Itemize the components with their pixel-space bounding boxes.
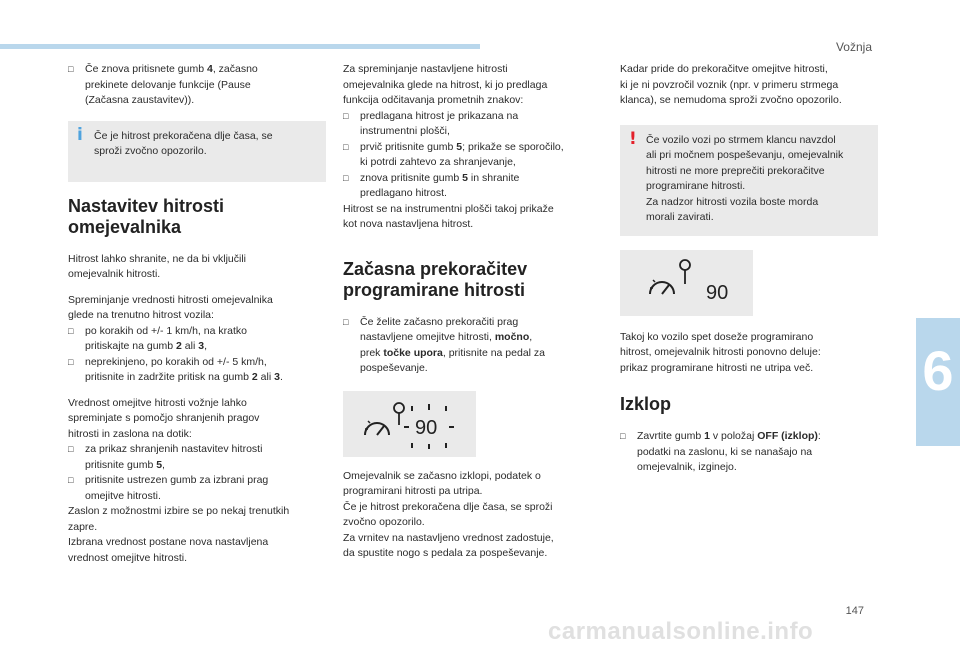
speed-limiter-gauge-icon <box>620 250 753 316</box>
bullet-item: □ Če znova pritisnete gumb 4, začasno prekinete delovanje funkcije (Pause (Začasna zaustavitev)). <box>68 63 258 106</box>
paragraph: Hitrost lahko shranite, ne da bi vključili omejevalnik hitrosti. <box>68 252 246 280</box>
column-3 <box>620 62 878 476</box>
section-heading: Začasna prekoračitev programirane hitrosti <box>343 258 528 300</box>
paragraph: Spreminjanje vrednosti hitrosti omejevalnika glede na trenutno hitrost vozila: □ po korakih od +/- 1 km/h, na kratko pritiskajte na gumb 2 ali 3, □ neprekinjeno, po korakih od +/- 5 km/h, pritisnite in zadržite pritisk na gumb 2 ali 3. <box>68 293 326 386</box>
warning-icon: ! <box>629 128 637 149</box>
bullet-item: □ pritisnite ustrezen gumb za izbrani prag omejitve hitrosti. <box>68 474 269 502</box>
warning-note: ! Če vozilo vozi po strmem klancu navzdol ali pri močnem pospeševanju, omejevalnik hitrosti ne more preprečiti prekoračitve programirane hitrosti. Za nadzor hitrosti vozila boste morda morali zavirati. <box>620 125 878 236</box>
bullet-item: □ prvič pritisnite gumb 5; prikaže se sporočilo, ki potrdi zahtevo za shranjevanje, <box>343 140 564 168</box>
info-note: i Če je hitrost prekoračena dlje časa, se sproži zvočno opozorilo. <box>68 121 326 182</box>
checkbox-bullet-icon: □ <box>68 325 74 336</box>
bullet-item: □ neprekinjeno, po korakih od +/- 5 km/h, pritisnite in zadržite pritisk na gumb 2 ali 3. <box>68 355 283 383</box>
section-heading: Izklop <box>620 394 672 414</box>
checkbox-bullet-icon: □ <box>68 64 74 74</box>
checkbox-bullet-icon: □ <box>68 444 74 454</box>
speed-limiter-flashing-illustration <box>343 391 476 457</box>
header-accent-bar <box>0 44 480 49</box>
section-title: Vožnja <box>835 40 872 54</box>
info-icon: i <box>77 124 83 145</box>
bullet-item: □ Zavrtite gumb 1 v položaj OFF (izklop): podatki na zaslonu, ki se nanašajo na omejevalnik, izginejo. <box>620 430 821 473</box>
column-2 <box>343 62 601 572</box>
speed-limiter-gauge-icon <box>343 391 476 457</box>
section-heading: Nastavitev hitrosti omejevalnika <box>68 195 225 237</box>
bullet-item: □ za prikaz shranjenih nastavitev hitrosti pritisnite gumb 5, <box>68 443 263 471</box>
checkbox-bullet-icon: □ <box>68 356 74 367</box>
checkbox-bullet-icon: □ <box>68 475 74 485</box>
checkbox-bullet-icon: □ <box>620 431 626 441</box>
chapter-number: 6 <box>922 339 954 402</box>
paragraph: Za spreminjanje nastavljene hitrosti omejevalnika glede na hitrost, ki jo predlaga funkcija odčitavanja prometnih znakov: □ predlagana hitrost je prikazana na instrumentni plošči, □ prvič pritisnite gumb 5; prikaže se sporočilo, ki potrdi zahtevo za shranjevanje, □ znova pritisnite gumb 5 in shranite predlagano hitrost. Hitrost se na instrumentni plošči takoj prikaže kot nova nastavljena hitrost. <box>343 62 601 233</box>
checkbox-bullet-icon: □ <box>343 172 349 183</box>
watermark: carmanualsonline.info <box>548 618 814 645</box>
checkbox-bullet-icon: □ <box>343 316 349 327</box>
bullet-item: □ Če želite začasno prekoračiti prag nastavljene omejitve hitrosti, močno, prek točke upora, pritisnite na pedal za pospeševanje. <box>343 315 546 374</box>
page-number: 147 <box>845 605 864 617</box>
bullet-item: □ predlagana hitrost je prikazana na instrumentni plošči, <box>343 109 519 137</box>
checkbox-bullet-icon: □ <box>343 141 349 152</box>
speed-limiter-steady-illustration <box>620 250 753 316</box>
bullet-item: □ znova pritisnite gumb 5 in shranite predlagano hitrost. <box>343 171 520 199</box>
checkbox-bullet-icon: □ <box>343 110 349 121</box>
bullet-item: □ po korakih od +/- 1 km/h, na kratko pritiskajte na gumb 2 ali 3, <box>68 324 247 352</box>
chapter-tab <box>916 318 960 446</box>
paragraph: Takoj ko vozilo spet doseže programirano hitrost, omejevalnik hitrosti ponovno deluje: prikaz programirane hitrosti ne utripa več. <box>620 330 821 374</box>
gauge-value: 90 <box>706 281 729 304</box>
paragraph: Omejevalnik se začasno izklopi, podatek o programirani hitrosti pa utripa. Če je hitrost prekoračena dlje časa, se sproži zvočno opozorilo. Za vrnitev na nastavljeno vrednost zadostuje, da spustite nogo s pedala za pospeševanje. <box>343 469 554 559</box>
gauge-value: 90 <box>415 416 438 439</box>
paragraph: Kadar pride do prekoračitve omejitve hitrosti, ki je ni povzročil voznik (npr. v primeru strmega klanca), se nemudoma sproži zvočno opozorilo. <box>620 63 842 106</box>
paragraph: Vrednost omejitve hitrosti vožnje lahko spreminjate s pomočjo shranjenih pragov hitrosti in zaslona na dotik: □ za prikaz shranjenih nastavitev hitrosti pritisnite gumb 5, □ pritisnite ustrezen gumb za izbrani prag omejitve hitrosti. Zaslon z možnostmi izbire se po nekaj trenutkih zapre. Izbrana vrednost postane nova nastavljena vrednost omejitve hitrosti. <box>68 396 326 567</box>
column-1 <box>68 62 326 576</box>
